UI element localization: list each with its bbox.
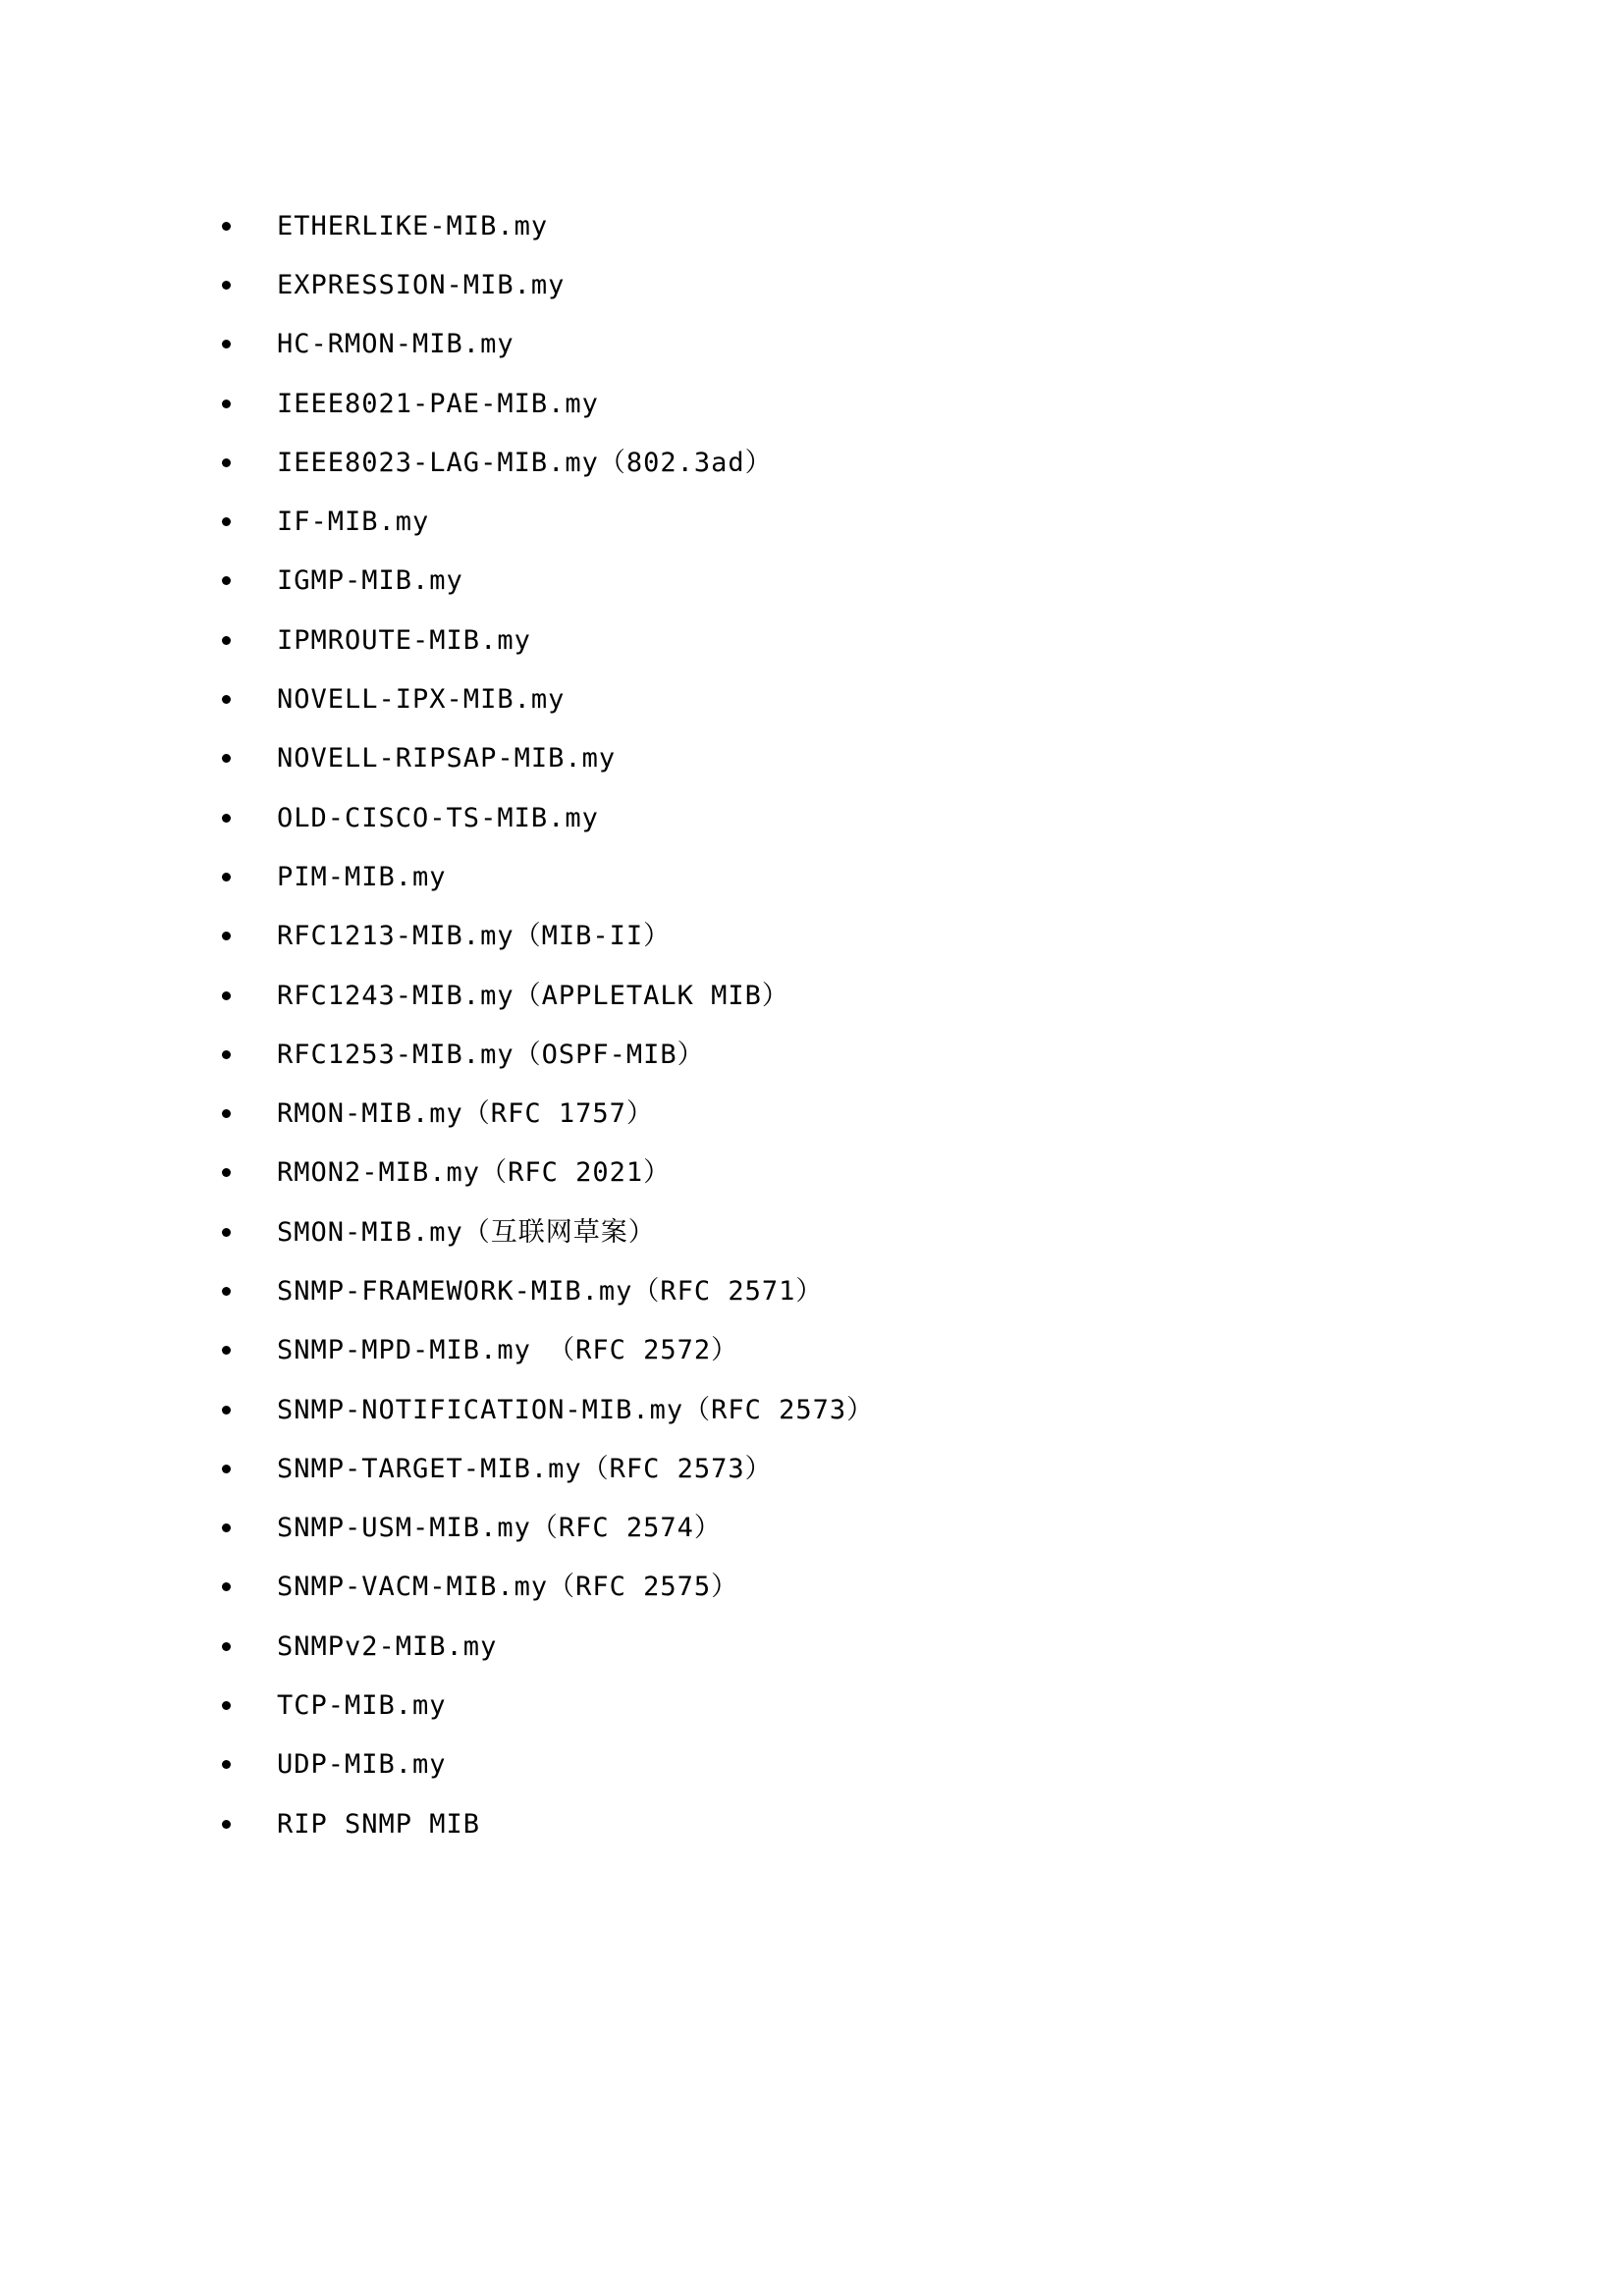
list-item-text: NOVELL-IPX-MIB.my xyxy=(277,684,566,716)
list-item xyxy=(222,1261,874,1320)
bullet-icon xyxy=(222,636,231,645)
list-item xyxy=(222,255,874,314)
bullet-icon xyxy=(222,1582,231,1591)
bullet-icon xyxy=(222,1050,231,1059)
bullet-icon xyxy=(222,1168,231,1177)
list-item xyxy=(222,1084,874,1143)
bullet-icon xyxy=(222,340,231,348)
list-item xyxy=(222,1735,874,1794)
list-item xyxy=(222,374,874,433)
list-item xyxy=(222,552,874,611)
list-item-text: SNMP-NOTIFICATION-MIB.my（RFC 2573） xyxy=(277,1394,875,1425)
list-item xyxy=(222,492,874,551)
list-item-text: RIP SNMP MIB xyxy=(277,1808,481,1840)
bullet-icon xyxy=(222,1820,231,1829)
list-item-text: SNMPv2-MIB.my xyxy=(277,1630,498,1662)
bullet-icon xyxy=(222,814,231,823)
bullet-icon xyxy=(222,1406,231,1415)
list-item-text: PIM-MIB.my xyxy=(277,861,447,892)
list-item xyxy=(222,1558,874,1617)
list-item xyxy=(222,788,874,847)
list-item xyxy=(222,1439,874,1498)
list-item xyxy=(222,1617,874,1676)
list-item-text: ETHERLIKE-MIB.my xyxy=(277,210,549,241)
bullet-icon xyxy=(222,281,231,290)
list-item xyxy=(222,907,874,966)
list-item-text: IF-MIB.my xyxy=(277,507,430,538)
bullet-icon xyxy=(222,400,231,408)
list-item-text: RMON-MIB.my（RFC 1757） xyxy=(277,1098,654,1130)
list-item-text: HC-RMON-MIB.my xyxy=(277,329,514,360)
bullet-icon xyxy=(222,1760,231,1769)
list-item-text: TCP-MIB.my xyxy=(277,1690,447,1722)
bullet-icon xyxy=(222,458,231,467)
list-item-text: UDP-MIB.my xyxy=(277,1749,447,1781)
list-item-text: SNMP-MPD-MIB.my （RFC 2572） xyxy=(277,1335,739,1366)
list-item-text: RMON2-MIB.my（RFC 2021） xyxy=(277,1157,672,1189)
list-item xyxy=(222,1202,874,1261)
list-item xyxy=(222,433,874,492)
bullet-icon xyxy=(222,1346,231,1355)
list-item-text: IEEE8023-LAG-MIB.my（802.3ad） xyxy=(277,447,773,478)
bullet-icon xyxy=(222,1523,231,1532)
bullet-icon xyxy=(222,1465,231,1473)
list-item xyxy=(222,1321,874,1380)
bullet-icon xyxy=(222,754,231,763)
list-item-text: SNMP-USM-MIB.my（RFC 2574） xyxy=(277,1513,722,1544)
list-item xyxy=(222,1025,874,1084)
list-item-text: SNMP-FRAMEWORK-MIB.my（RFC 2571） xyxy=(277,1275,824,1307)
list-item xyxy=(222,669,874,728)
mib-file-list xyxy=(222,196,874,1853)
bullet-icon xyxy=(222,1109,231,1118)
list-item xyxy=(222,1794,874,1853)
bullet-icon xyxy=(222,873,231,881)
list-item-text: RFC1213-MIB.my（MIB-II） xyxy=(277,921,672,952)
list-item xyxy=(222,966,874,1025)
list-item-text: NOVELL-RIPSAP-MIB.my xyxy=(277,743,617,774)
list-item-text: IGMP-MIB.my xyxy=(277,565,463,597)
list-item-text: OLD-CISCO-TS-MIB.my xyxy=(277,802,599,833)
bullet-icon xyxy=(222,1701,231,1710)
list-item xyxy=(222,1499,874,1558)
bullet-icon xyxy=(222,222,231,231)
list-item xyxy=(222,847,874,906)
list-item-text: IPMROUTE-MIB.my xyxy=(277,624,531,656)
bullet-icon xyxy=(222,1228,231,1237)
list-item-text: IEEE8021-PAE-MIB.my xyxy=(277,388,599,419)
list-item xyxy=(222,1380,874,1439)
list-item xyxy=(222,729,874,788)
bullet-icon xyxy=(222,1287,231,1296)
list-item xyxy=(222,1144,874,1202)
list-item-text: RFC1253-MIB.my（OSPF-MIB） xyxy=(277,1039,705,1070)
list-item-text: SNMP-TARGET-MIB.my（RFC 2573） xyxy=(277,1453,773,1484)
list-item xyxy=(222,1676,874,1735)
list-item xyxy=(222,196,874,255)
list-item-text: RFC1243-MIB.my（APPLETALK MIB） xyxy=(277,980,789,1011)
list-item xyxy=(222,611,874,669)
bullet-icon xyxy=(222,1642,231,1651)
bullet-icon xyxy=(222,932,231,940)
bullet-icon xyxy=(222,991,231,1000)
list-item xyxy=(222,315,874,374)
bullet-icon xyxy=(222,695,231,704)
list-item-text: EXPRESSION-MIB.my xyxy=(277,269,566,300)
bullet-icon xyxy=(222,576,231,585)
bullet-icon xyxy=(222,517,231,526)
list-item-text: SNMP-VACM-MIB.my（RFC 2575） xyxy=(277,1572,739,1603)
list-item-text: SMON-MIB.my（互联网草案） xyxy=(277,1216,656,1248)
